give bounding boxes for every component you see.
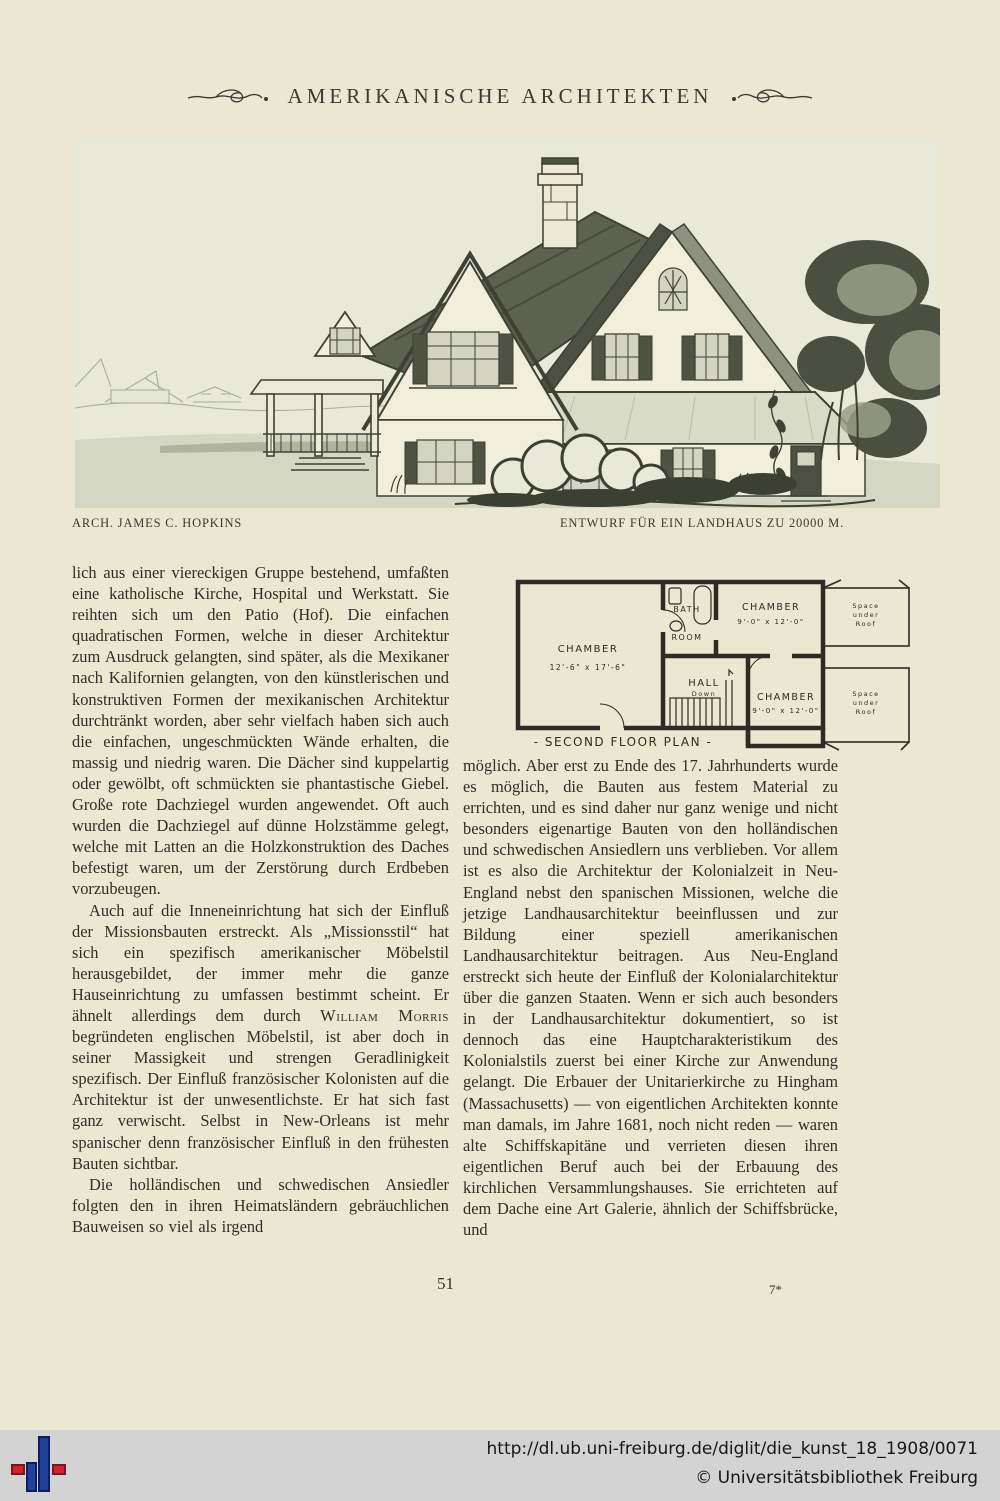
plate-captions (72, 516, 844, 531)
copyright-notice: © Universitätsbibliothek Freiburg (695, 1468, 978, 1488)
room-label-hall: HALL (688, 678, 720, 689)
space-under-roof-top-1: Space (852, 602, 880, 610)
signature-mark: 7* (769, 1282, 782, 1297)
room-label-bath-1: BATH (673, 605, 701, 614)
library-footer-bar (0, 1430, 1000, 1501)
paragraph: möglich. Aber erst zu Ende des 17. Jahrhunderts wurde es möglich, die Bauten aus festem Material zu errichten, und es sind daher nur ganz wenige und nicht besonders eigenartige Bauten von den holländischen und schwedischen Ansiedlern uns verblieben. Vor allem ist es also die Architektur der Kolonialzeit in Neu-England nebst den spanischen Missionen, welche die jetzige Landhausarchitektur beeinflussen und zur Bildung einer speziell amerikanischen Landhausarchitektur beitragen. Aus Neu-England erstreckt sich heute der Einfluß der Kolonialarchitektur über die ganzen Staaten. Wenn er sich auch besonders in der Landhausarchitektur dokumentiert, so ist dennoch das eine Hauptcharakteristikum des Kolonialstils zuerst bei einer Kirche zur Anwendung gelangt. Die Erbauer der Unitarierkirche zu Hingham (Massachusetts) — von eigentlichen Architekten konnte man damals, im Jahre 1681, noch nicht reden — waren alte Schiffskapitäne und verrieten diesen ihren eigentlichen Beruf auch bei der Erbauung des kirchlichen Versammlungshauses. Sie errichteten auf dem Dache eine Art Galerie, ähnlich der Schiffsbrücke, und (463, 756, 838, 1240)
flourish-left-icon (186, 86, 274, 108)
space-under-roof-bottom-3: Roof (855, 708, 877, 716)
paragraph: Auch auf die Inneneinrichtung hat sich der Einfluß der Missionsbauten erstreckt. Als „Missionsstil“ hat sich ein spezifisch amerikanischer Möbelstil herausgebildet, der immer mehr die ganze Hauseinrichtung zu umfassen bestimmt scheint. Er ähnelt allerdings dem durch William Morris begründeten englischen Möbelstil, ist aber doch in seiner Massigkeit und strengen Geradlinigkeit spezifisch. Der Einfluß französischer Kolonisten auf die Architektur ist der unwesentlichste. Er hat sich fast ganz verwischt. Selbst in New-Orleans ist mehr spanischer denn französischer Einfluß in den frühesten Bauten sichtbar. (72, 900, 449, 1173)
paragraph: Die holländischen und schwedischen Ansiedler folgten den in ihren Heimatsländern gebräuchlichen Bauweisen so viel als irgend (72, 1174, 449, 1236)
page-title: AMERIKANISCHE ARCHITEKTEN (287, 84, 713, 108)
paragraph: lich aus einer viereckigen Gruppe bestehend, umfaßten eine katholische Kirche, Hospital und Werkstatt. Sie reihten sich um den Patio (Hof). Die einfachen quadratischen Formen, welche in dieser Architektur zum Ausdruck gelangten, sind später, als die Mexikaner nach Kalifornien gelangten, von den künstlerischen und konstruktiven Formen der mexikanischen Architektur durchtränkt worden, aber sehr vielfach haben sich auch die einfachen, ungeschmückten Wände erhalten, die massig und niedrig waren. Die Dächer sind kuppelartig oder gewölbt, oft schmückten sie phantastische Giebel. Große rote Dachziegel wurden angewendet. Oft auch wurden die Dachziegel auf dünne Holzstämme gelegt, welche mit Latten an die Holzkonstruktion des Daches befestigt waren, um der Zerstörung durch Erdbeben vorzubeugen. (72, 563, 449, 899)
landhaus-illustration (75, 140, 940, 508)
text-column-left (72, 562, 449, 1237)
room-label-chamber-top: CHAMBER (741, 602, 801, 613)
digitization-url: http://dl.ub.uni-freiburg.de/diglit/die_kunst_18_1908/0071 (486, 1439, 978, 1459)
room-label-down: Down (691, 690, 717, 698)
room-dims-chamber-left: 12'-6" x 17'-6" (549, 663, 627, 672)
room-label-bath-2: ROOM (671, 633, 703, 642)
small-caps-name: William Morris (320, 1005, 449, 1025)
page-number: 51 (437, 1274, 454, 1293)
room-dims-chamber-bottom: 9'-0" x 12'-0" (752, 707, 820, 715)
room-dims-chamber-top: 9'-0" x 12'-0" (737, 618, 805, 626)
room-label-chamber-bottom: CHAMBER (756, 692, 816, 703)
second-floor-plan (488, 560, 923, 752)
page-header (0, 84, 1000, 109)
space-under-roof-top-2: under (852, 611, 880, 619)
ub-freiburg-logo-icon (10, 1434, 66, 1496)
room-label-chamber-left: CHAMBER (557, 644, 619, 655)
floor-plan-caption: - SECOND FLOOR PLAN - (533, 735, 713, 749)
text-column-right (463, 755, 838, 1240)
space-under-roof-bottom-1: Space (852, 690, 880, 698)
space-under-roof-top-3: Roof (855, 620, 877, 628)
flourish-right-icon (726, 86, 814, 108)
caption-architect: ARCH. JAMES C. HOPKINS (72, 516, 243, 530)
space-under-roof-bottom-2: under (852, 699, 880, 707)
caption-title: ENTWURF FÜR EIN LANDHAUS ZU 20000 M. (559, 516, 844, 530)
